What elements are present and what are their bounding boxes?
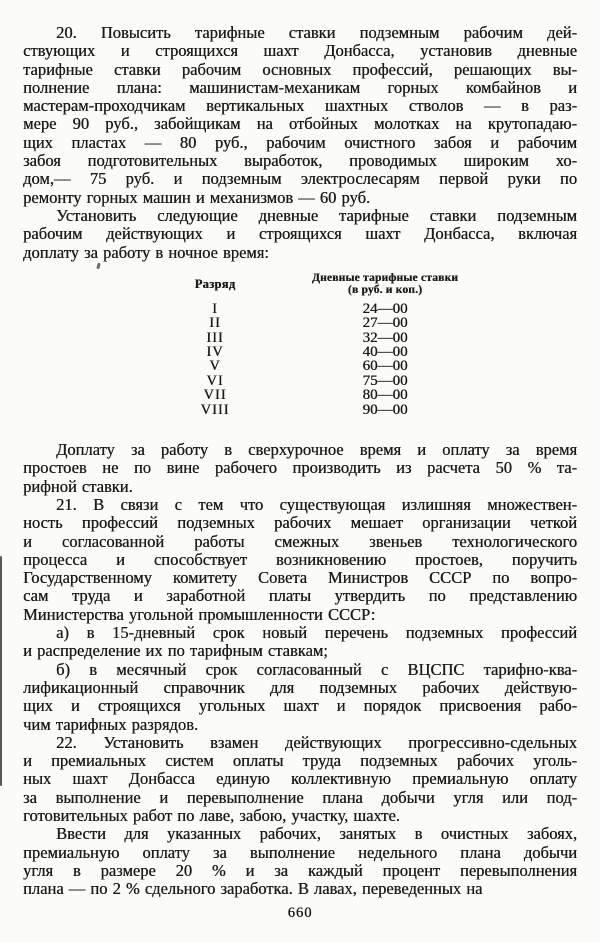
text-line: ремонту горных машин и механизмов — 60 руб.	[23, 187, 370, 207]
table-rows	[175, 302, 577, 417]
text-line: 20. Повысить тарифные ставки подземным рабочим дей-	[56, 23, 577, 42]
text-line: и распределение их по тарифным ставкам;	[23, 641, 328, 661]
text-line: сам труда и заработной платы утвердить по представлению	[23, 586, 577, 606]
text-line: готовительных работ по лаве, забою, участку, шахте.	[23, 806, 400, 826]
grade-cell: V	[209, 358, 221, 375]
grade-cell: VIII	[200, 401, 230, 418]
body-text-bottom	[23, 441, 577, 898]
rate-cell: 80—00	[362, 387, 408, 404]
table-row	[175, 345, 577, 359]
text-line: процесса и способствует возникновению простоев, поручить	[23, 549, 577, 569]
text-line: за выполнение и перевыполнение плана добычи угля или под-	[23, 787, 577, 807]
text-line: 21. В связи с тем что существующая излишняя множествен-	[56, 495, 577, 514]
table-row	[175, 316, 577, 330]
text-line: Доплату за работу в сверхурочное время и оплату за время	[56, 440, 577, 460]
text-line: Ввести для указанных рабочих, занятых в очистных забоях,	[56, 824, 577, 844]
text-line: полнение плана: машинистам-механикам горных комбайнов и	[23, 77, 577, 97]
table-row	[175, 331, 577, 345]
paragraph	[23, 661, 577, 734]
text-line: щих и строящихся угольных шахт и порядок присвоения рабо-	[23, 696, 577, 716]
text-line: дом,— 75 руб. и подземным электрослесарям первой руки по	[23, 169, 577, 189]
text-line: рабочим действующих и строящихся шахт Донбасса, включая	[23, 224, 577, 244]
grade-cell: VII	[203, 387, 227, 404]
paragraph	[23, 207, 577, 262]
paragraph	[23, 825, 577, 898]
rate-cell: 60—00	[362, 358, 408, 375]
text-line: плана — по 2 % сдельного заработка. В лавах, переведенных на	[23, 879, 483, 899]
rate-cell: 75—00	[362, 372, 408, 389]
table-row	[175, 374, 577, 388]
text-line: забоя подготовительных выработок, проводимых широким хо-	[23, 151, 577, 171]
text-line: угля в размере 20 % и за каждый процент перевыполнения	[23, 860, 577, 880]
paragraph	[23, 624, 577, 661]
text-line: чим тарифных разрядов.	[23, 714, 198, 734]
table-row	[175, 388, 577, 402]
text-line: Установить следующие дневные тарифные ставки подземным	[56, 205, 577, 225]
rate-cell: 32—00	[362, 329, 408, 346]
rate-cell: 90—00	[362, 401, 408, 418]
text-line: простоев не по вине рабочего производить из расчета 50 % та-	[23, 458, 577, 478]
table-header	[175, 272, 577, 297]
rate-cell: 27—00	[362, 315, 408, 332]
body-text-top	[23, 24, 577, 262]
text-line: а) в 15-дневный срок новый перечень подземных профессий	[56, 623, 577, 643]
table-row	[175, 359, 577, 373]
scan-edge-artifact	[0, 556, 2, 786]
text-line: щих пластах — 80 руб., рабочим очистного забоя и рабочим	[23, 132, 577, 152]
text-line: ность профессий подземных рабочих мешает организации четкой	[23, 513, 577, 533]
text-line: мере 90 руб., забойщикам на отбойных молотках на крутопадаю-	[23, 114, 577, 134]
table-row	[175, 302, 577, 316]
text-line: рифной ставки.	[23, 476, 133, 496]
paragraph	[23, 734, 577, 825]
grade-column-header: Разряд	[194, 276, 236, 291]
rate-column-header	[305, 272, 465, 297]
text-line: мастерам-проходчикам вертикальных шахтных стволов — в раз-	[23, 96, 577, 116]
rate-header-line2: (в руб. и коп.)	[347, 284, 423, 297]
scan-speck	[96, 263, 100, 270]
grade-cell: IV	[206, 344, 224, 361]
paragraph	[23, 496, 577, 624]
text-line: доплату за работу в ночное время:	[23, 242, 269, 262]
grade-cell: II	[209, 315, 221, 332]
text-line: и согласованной работы смежных звеньев технологического	[23, 531, 577, 551]
rate-cell: 24—00	[362, 300, 408, 317]
text-line: тарифные ставки рабочим основных профессий, решающих вы-	[23, 59, 577, 79]
text-line: Государственному комитету Совета Министров СССР по вопро-	[23, 568, 577, 588]
grade-cell: I	[212, 300, 218, 317]
text-line: б) в месячный срок согласованный с ВЦСПС тарифно-ква-	[56, 659, 577, 679]
text-line: ствующих и строящихся шахт Донбасса, установив дневные	[23, 41, 577, 61]
text-line: 22. Установить взамен действующих прогрессивно-сдельных	[56, 732, 577, 752]
page-number: 660	[287, 904, 313, 921]
paragraph	[23, 24, 577, 207]
grade-cell: III	[206, 329, 224, 346]
text-line: премиальную оплату за выполнение недельного плана добычи	[23, 842, 577, 862]
table-row	[175, 403, 577, 417]
grade-cell: VI	[206, 372, 224, 389]
tariff-table	[175, 272, 577, 417]
text-line: Министерства угольной промышленности СССР:	[23, 604, 376, 624]
text-line: лификационный справочник для подземных рабочих действую-	[23, 677, 577, 697]
rate-cell: 40—00	[362, 344, 408, 361]
text-line: ных шахт Донбасса единую коллективную премиальную оплату	[23, 769, 577, 789]
text-line: и премиальных систем оплаты труда подземных рабочих уголь-	[23, 751, 577, 771]
paragraph	[23, 441, 577, 496]
rate-header-line1: Дневные тарифные ставки	[311, 271, 459, 284]
